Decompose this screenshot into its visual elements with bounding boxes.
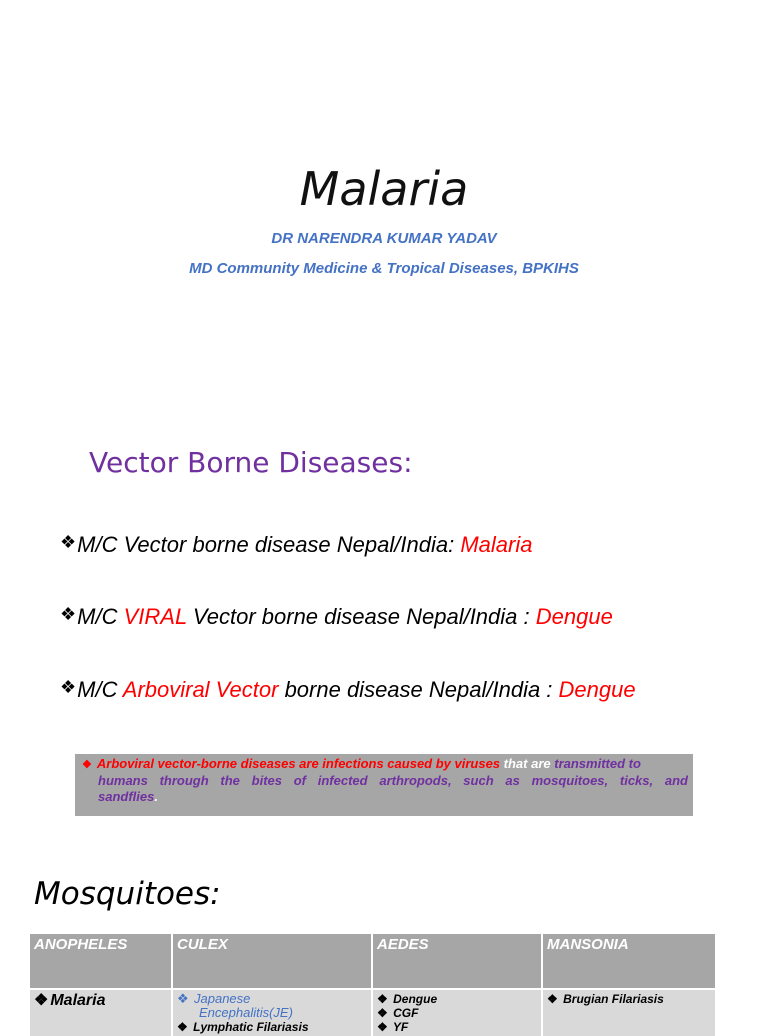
bullet-answer: Malaria (460, 532, 533, 557)
bullet-answer: Dengue (535, 604, 613, 629)
note-white-text: that are (500, 756, 555, 771)
diamond-bullet-icon: ❖ (177, 991, 189, 1006)
bullet-text-mid: borne disease Nepal/India : (278, 677, 559, 702)
table-header-row (30, 934, 716, 989)
diamond-bullet-icon: ❖ (547, 992, 558, 1006)
diamond-bullet-icon: ❖ (34, 992, 49, 1009)
col-header-aedes: AEDES (372, 934, 542, 989)
arboviral-definition-box (75, 754, 693, 816)
note-red-text: Arboviral vector-borne diseases are infections caused by viruses (96, 756, 501, 771)
diamond-bullet-icon: ❖ (377, 1020, 388, 1034)
note-purple-text-2: humans through the bites of infected arthropods, such as mosquitoes, ticks, and (98, 773, 688, 788)
col-header-culex: CULEX (172, 934, 372, 989)
list-item: ❖ Japanese (177, 991, 251, 1006)
list-item-continued: Encephalitis(JE) (199, 1005, 293, 1020)
author-affiliation: MD Community Medicine & Tropical Diseases, BPKIHS (189, 260, 579, 277)
note-purple-text-1: transmitted to (554, 756, 641, 771)
bullet-text: M/C (77, 604, 124, 629)
diamond-bullet-icon: ❖ (177, 1020, 188, 1034)
bullet-highlight: Arboviral Vector (122, 677, 279, 702)
bullet-text-mid: Vector borne disease Nepal/India : (186, 604, 536, 629)
diamond-bullet-icon: ❖ (60, 532, 77, 552)
cell-culex (172, 989, 372, 1036)
list-item: ❖ YF (377, 1020, 409, 1034)
col-header-mansonia: MANSONIA (542, 934, 716, 989)
note-line-3 (82, 789, 688, 805)
bullet-viral (60, 604, 613, 630)
author-name: DR NARENDRA KUMAR YADAV (271, 230, 497, 247)
cell-mansonia (542, 989, 716, 1036)
bullet-highlight: VIRAL (123, 604, 187, 629)
note-end: . (154, 789, 158, 804)
diamond-bullet-icon: ❖ (82, 759, 92, 771)
mosquito-disease-table (30, 934, 716, 1034)
bullet-arboviral (60, 677, 636, 703)
bullet-answer: Dengue (558, 677, 636, 702)
col-header-anopheles: ANOPHELES (30, 934, 172, 989)
vector-borne-heading: Vector Borne Diseases: (89, 446, 413, 479)
diamond-bullet-icon: ❖ (377, 1006, 388, 1020)
slide-title: Malaria (299, 162, 469, 216)
diamond-bullet-icon: ❖ (377, 992, 388, 1006)
diamond-bullet-icon: ❖ (60, 677, 77, 697)
bullet-malaria (60, 532, 532, 558)
list-item: ❖ Dengue (377, 992, 438, 1006)
table-row (30, 989, 716, 1036)
cell-anopheles (30, 989, 172, 1036)
list-item: ❖ Malaria (34, 992, 106, 1009)
bullet-text: M/C Vector borne disease Nepal/India: (77, 532, 461, 557)
list-item: ❖ CGF (377, 1006, 419, 1020)
arboviral-definition-text (82, 756, 688, 805)
list-item: ❖ Brugian Filariasis (547, 992, 664, 1006)
cell-aedes (372, 989, 542, 1036)
bullet-text: M/C (77, 677, 123, 702)
list-item: ❖ Lymphatic Filariasis (177, 1020, 309, 1034)
note-purple-text-3: sandflies (98, 789, 155, 804)
diamond-bullet-icon: ❖ (60, 604, 77, 624)
mosquitoes-heading: Mosquitoes: (34, 876, 221, 912)
